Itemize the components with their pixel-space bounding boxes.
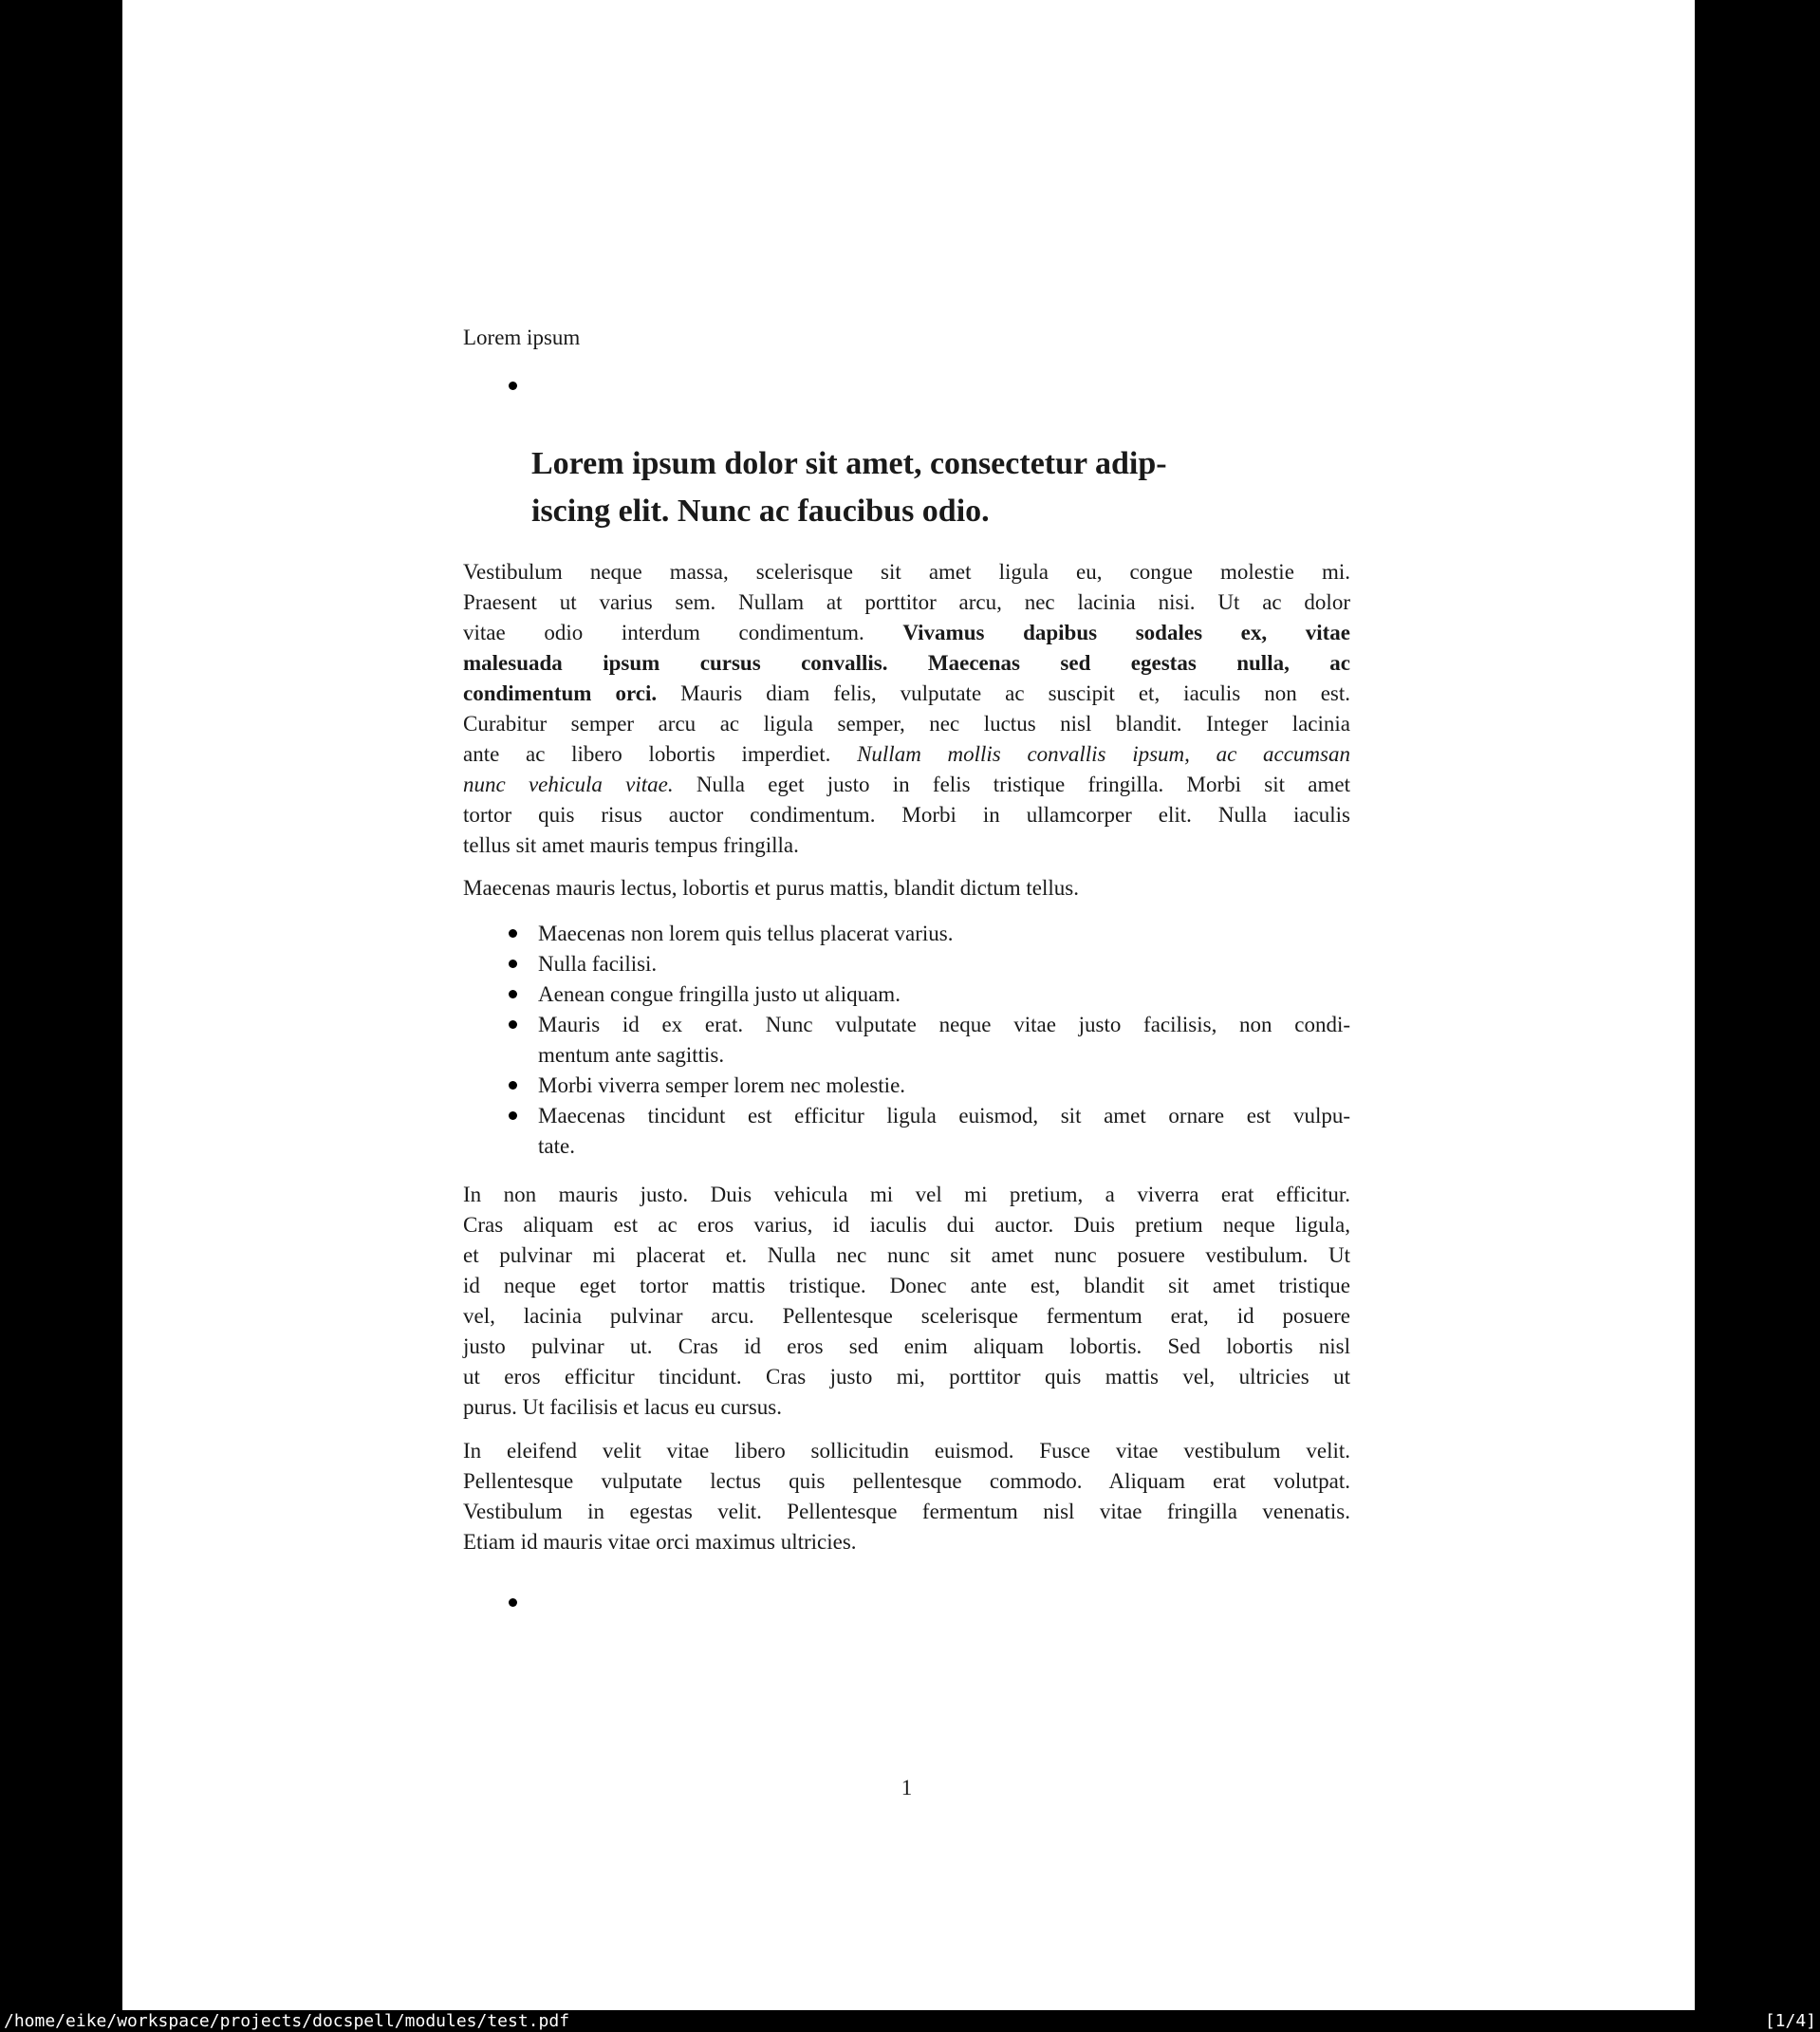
text-line: et pulvinar mi placerat et. Nulla nec nunc sit amet nunc posuere vestibulum. Ut [463,1243,1350,1267]
list-item [463,1071,1350,1101]
body-text: ante ac libero lobortis imperdiet. [463,742,858,766]
text-line: Aenean congue fringilla justo ut aliquam. [538,982,901,1006]
top-label: Lorem ipsum [463,326,581,349]
text-line: Vestibulum in egestas velit. Pellentesque fermentum nisl vitae fringilla venenatis. [463,1500,1350,1523]
body-text: Praesent ut varius sem. Nullam at porttitor arcu, nec lacinia nisi. Ut ac dolor [463,590,1350,614]
list-item [463,979,1350,1010]
paragraph-maecenas-intro: Maecenas mauris lectus, lobortis et purus mattis, blandit dictum tellus. [463,876,1079,900]
italic-text: Nullam mollis convallis ipsum, ac accumsan [857,742,1350,766]
body-text: tellus sit amet mauris tempus fringilla. [463,833,799,857]
text-line: In eleifend velit vitae libero sollicitudin euismod. Fusce vitae vestibulum velit. [463,1439,1350,1463]
bold-text: malesuada ipsum cursus convallis. Maecenas sed egestas nulla, ac [463,651,1350,675]
bullet-list [463,919,1350,1162]
file-path: /home/eike/workspace/projects/docspell/modules/test.pdf [4,2011,570,2031]
bullet-icon [509,990,517,998]
list-item [463,949,1350,979]
list-item-text [538,979,1350,1010]
list-item-text [538,919,1350,949]
bullet-icon [509,929,517,938]
text-line: In non mauris justo. Duis vehicula mi vel mi pretium, a viverra erat efficitur. [463,1183,1350,1206]
list-item [463,919,1350,949]
text-line: Maecenas non lorem quis tellus placerat varius. [538,922,954,945]
body-text: Nulla eget justo in felis tristique fringilla. Morbi sit amet [673,773,1350,796]
status-bar [0,2010,1820,2032]
body-text: Mauris diam felis, vulputate ac suscipit et, iaculis non est. [680,681,1351,705]
text-line: Morbi viverra semper lorem nec molestie. [538,1073,906,1097]
text-line: vel, lacinia pulvinar arcu. Pellentesque scelerisque fermentum erat, id posuere [463,1304,1350,1328]
body-text: Curabitur semper arcu ac ligula semper, nec luctus nisl blandit. Integer lacinia [463,712,1350,736]
body-text: vitae odio interdum condimentum. [463,621,903,644]
bullet-icon [509,1020,517,1029]
text-line [463,739,1350,770]
text-line: Lorem ipsum dolor sit amet, consectetur adip- [531,446,1167,481]
list-item-text [538,1010,1350,1071]
pdf-page[interactable] [122,0,1695,2010]
text-line [463,679,1350,709]
text-line [463,800,1350,830]
bold-text: Vivamus dapibus sodales ex, vitae [902,621,1351,644]
bullet-icon [509,1111,517,1120]
text-line [463,770,1350,800]
list-item-text [538,1101,1350,1162]
text-line: iscing elit. Nunc ac faucibus odio. [531,494,990,529]
text-line: Mauris id ex erat. Nunc vulputate neque vitae justo facilisis, non condi- [538,1013,1350,1036]
text-line [463,709,1350,739]
text-line [463,587,1350,618]
text-line: Cras aliquam est ac eros varius, id iaculis dui auctor. Duis pretium neque ligula, [463,1213,1350,1237]
list-item-text [538,1071,1350,1101]
body-text: Vestibulum neque massa, scelerisque sit amet ligula eu, congue molestie mi. [463,560,1350,584]
page-indicator: [1/4] [1764,2011,1816,2031]
text-line: mentum ante sagittis. [538,1043,725,1067]
paragraph-in-eleifend [463,1436,1350,1557]
text-line: purus. Ut facilisis et lacus eu cursus. [463,1395,782,1419]
paragraph-vestibulum [463,557,1350,861]
text-line: justo pulvinar ut. Cras id eros sed enim aliquam lobortis. Sed lobortis nisl [463,1334,1350,1358]
text-line [463,557,1350,587]
text-line: Nulla facilisi. [538,952,658,976]
list-item [463,1010,1350,1071]
text-line: Etiam id mauris vitae orci maximus ultricies. [463,1530,857,1554]
paragraph-in-non-mauris [463,1180,1350,1423]
text-line: ut eros efficitur tincidunt. Cras justo mi, porttitor quis mattis vel, ultricies ut [463,1365,1350,1389]
text-line: Maecenas tincidunt est efficitur ligula euismod, sit amet ornare est vulpu- [538,1104,1350,1128]
text-line [463,830,1350,861]
list-item [463,1101,1350,1162]
document-heading [531,440,1366,535]
bullet-icon [509,960,517,968]
page-number: 1 [901,1776,913,1799]
body-text: tortor quis risus auctor condimentum. Morbi in ullamcorper elit. Nulla iaculis [463,803,1350,827]
bullet-icon [509,1081,517,1090]
text-line: id neque eget tortor mattis tristique. Donec ante est, blandit sit amet tristique [463,1274,1350,1297]
list-item-text [538,949,1350,979]
text-line [463,618,1350,648]
italic-text: nunc vehicula vitae. [463,773,674,796]
text-line [463,648,1350,679]
bold-text: condimentum orci. [463,681,681,705]
text-line: tate. [538,1134,575,1158]
bullet-icon [509,1598,517,1607]
text-line: Pellentesque vulputate lectus quis pellentesque commodo. Aliquam erat volutpat. [463,1469,1350,1493]
bullet-icon [509,382,517,390]
